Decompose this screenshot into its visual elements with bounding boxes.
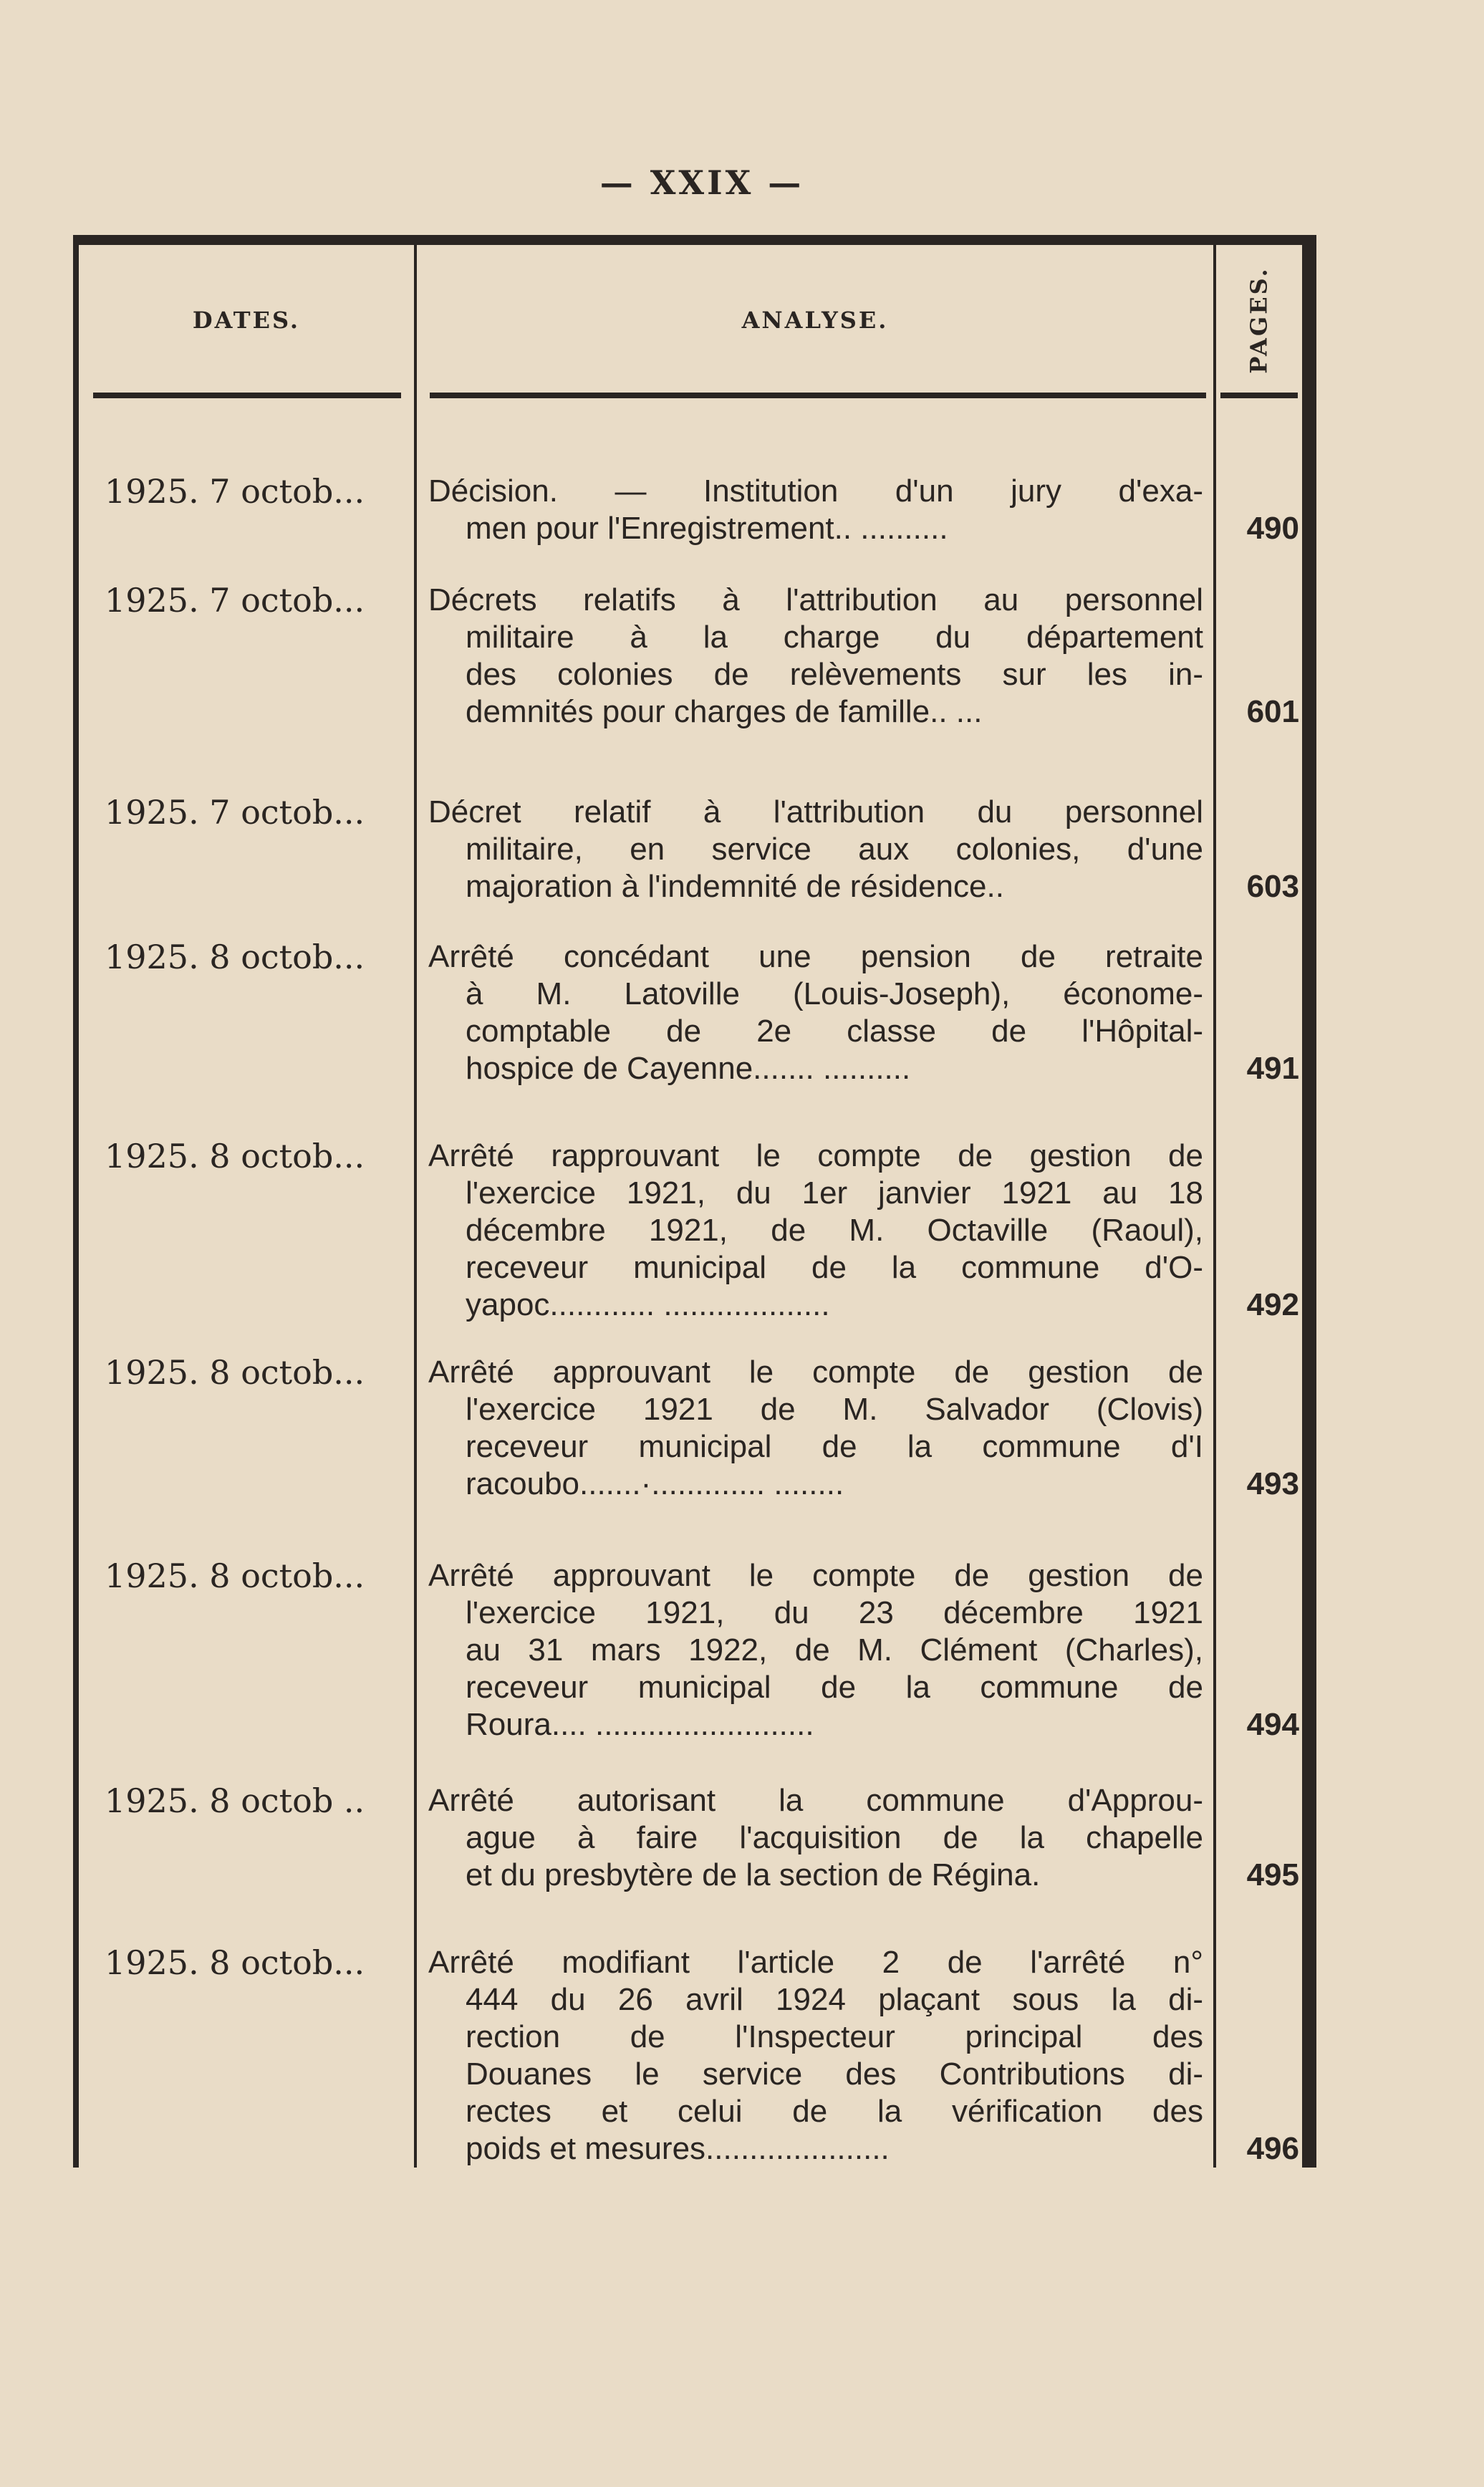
header-analyse: ANALYSE. [741, 307, 889, 334]
header-rule [93, 393, 401, 398]
row-analyse [428, 1354, 1203, 1503]
row-analyse [428, 582, 1203, 731]
analyse-line: hospice de Cayenne....... .......... [466, 1051, 911, 1086]
analyse-line: ague à faire l'acquisition de la chapelle [466, 1820, 1203, 1855]
row-date: 1925. 8 octob .. [105, 1781, 365, 1820]
row-page-number: 495 [1246, 1857, 1299, 1892]
analyse-line: l'exercice 1921, du 23 décembre 1921 [466, 1595, 1203, 1630]
row-page-number: 603 [1246, 869, 1299, 904]
index-table [73, 235, 1316, 2168]
row-page-number: 490 [1246, 511, 1299, 546]
analyse-line: Douanes le service des Contributions di- [466, 2057, 1203, 2092]
row-analyse [428, 938, 1203, 1087]
analyse-line: poids et mesures..................... [466, 2131, 890, 2166]
row-date: 1925. 8 octob... [105, 1557, 365, 1595]
analyse-line: militaire, en service aux colonies, d'une [466, 832, 1203, 867]
row-analyse [428, 1137, 1203, 1324]
analyse-line: et du presbytère de la section de Régina. [466, 1857, 1041, 1892]
header-rule [430, 393, 1206, 398]
analyse-line: comptable de 2e classe de l'Hôpital- [466, 1014, 1203, 1049]
row-date: 1925. 8 octob... [105, 938, 365, 976]
analyse-line: Décrets relatifs à l'attribution au personnel [428, 582, 1203, 617]
row-date: 1925. 7 octob... [105, 793, 365, 832]
analyse-line: l'exercice 1921 de M. Salvador (Clovis) [466, 1392, 1203, 1427]
analyse-line: Arrêté approuvant le compte de gestion de [428, 1558, 1203, 1593]
analyse-line: Roura.... ......................... [466, 1707, 814, 1742]
row-analyse [428, 794, 1203, 905]
column-divider [1302, 245, 1306, 2168]
analyse-line: des colonies de relèvements sur les in- [466, 657, 1203, 692]
header-dates: DATES. [192, 307, 301, 334]
row-date: 1925. 7 octob... [105, 472, 365, 511]
header-pages [1216, 245, 1302, 395]
row-page-number: 491 [1246, 1051, 1299, 1086]
analyse-line: Arrêté autorisant la commune d'Approu- [428, 1783, 1203, 1818]
row-date: 1925. 7 octob... [105, 581, 365, 620]
analyse-line: Arrêté rapprouvant le compte de gestion de [428, 1138, 1203, 1173]
row-analyse [428, 1782, 1203, 1894]
analyse-line: receveur municipal de la commune d'O- [466, 1250, 1203, 1285]
analyse-line: racoubo.......·............. ........ [466, 1466, 844, 1501]
row-page-number: 494 [1246, 1707, 1299, 1742]
analyse-line: men pour l'Enregistrement.. .......... [466, 511, 948, 546]
analyse-line: l'exercice 1921, du 1er janvier 1921 au 18 [466, 1175, 1203, 1211]
row-page-number: 492 [1246, 1287, 1299, 1322]
row-page-number: 493 [1246, 1466, 1299, 1501]
analyse-line: Arrêté concédant une pension de retraite [428, 939, 1203, 974]
analyse-line: Arrêté modifiant l'article 2 de l'arrêté n° [428, 1945, 1203, 1980]
row-date: 1925. 8 octob... [105, 1353, 365, 1392]
row-analyse [428, 1944, 1203, 2168]
row-analyse [428, 473, 1203, 547]
analyse-line: rectes et celui de la vérification des [466, 2094, 1203, 2129]
row-date: 1925. 8 octob... [105, 1943, 365, 1982]
header-rule [1220, 393, 1298, 398]
header-pages-label: PAGES. [1246, 266, 1273, 374]
analyse-line: rection de l'Inspecteur principal des [466, 2019, 1203, 2054]
analyse-line: Décision. — Institution d'un jury d'exa- [428, 473, 1203, 509]
row-page-number: 496 [1246, 2131, 1299, 2166]
analyse-line: 444 du 26 avril 1924 plaçant sous la di- [466, 1982, 1203, 2017]
row-analyse [428, 1557, 1203, 1743]
analyse-line: receveur municipal de la commune d'I [466, 1429, 1203, 1464]
analyse-line: Arrêté approuvant le compte de gestion de [428, 1355, 1203, 1390]
analyse-line: décembre 1921, de M. Octaville (Raoul), [466, 1213, 1203, 1248]
analyse-line: majoration à l'indemnité de résidence.. [466, 869, 1004, 904]
analyse-line: demnités pour charges de famille.. ... [466, 694, 983, 729]
analyse-line: yapoc............ ................... [466, 1287, 830, 1322]
page-number: — XXIX — [599, 163, 804, 202]
row-date: 1925. 8 octob... [105, 1137, 365, 1175]
analyse-line: militaire à la charge du département [466, 620, 1203, 655]
analyse-line: Décret relatif à l'attribution du personnel [428, 794, 1203, 829]
analyse-line: au 31 mars 1922, de M. Clément (Charles), [466, 1632, 1203, 1668]
column-divider [414, 245, 417, 2168]
row-page-number: 601 [1246, 694, 1299, 729]
analyse-line: receveur municipal de la commune de [466, 1670, 1203, 1705]
analyse-line: à M. Latoville (Louis-Joseph), économe- [466, 976, 1203, 1011]
